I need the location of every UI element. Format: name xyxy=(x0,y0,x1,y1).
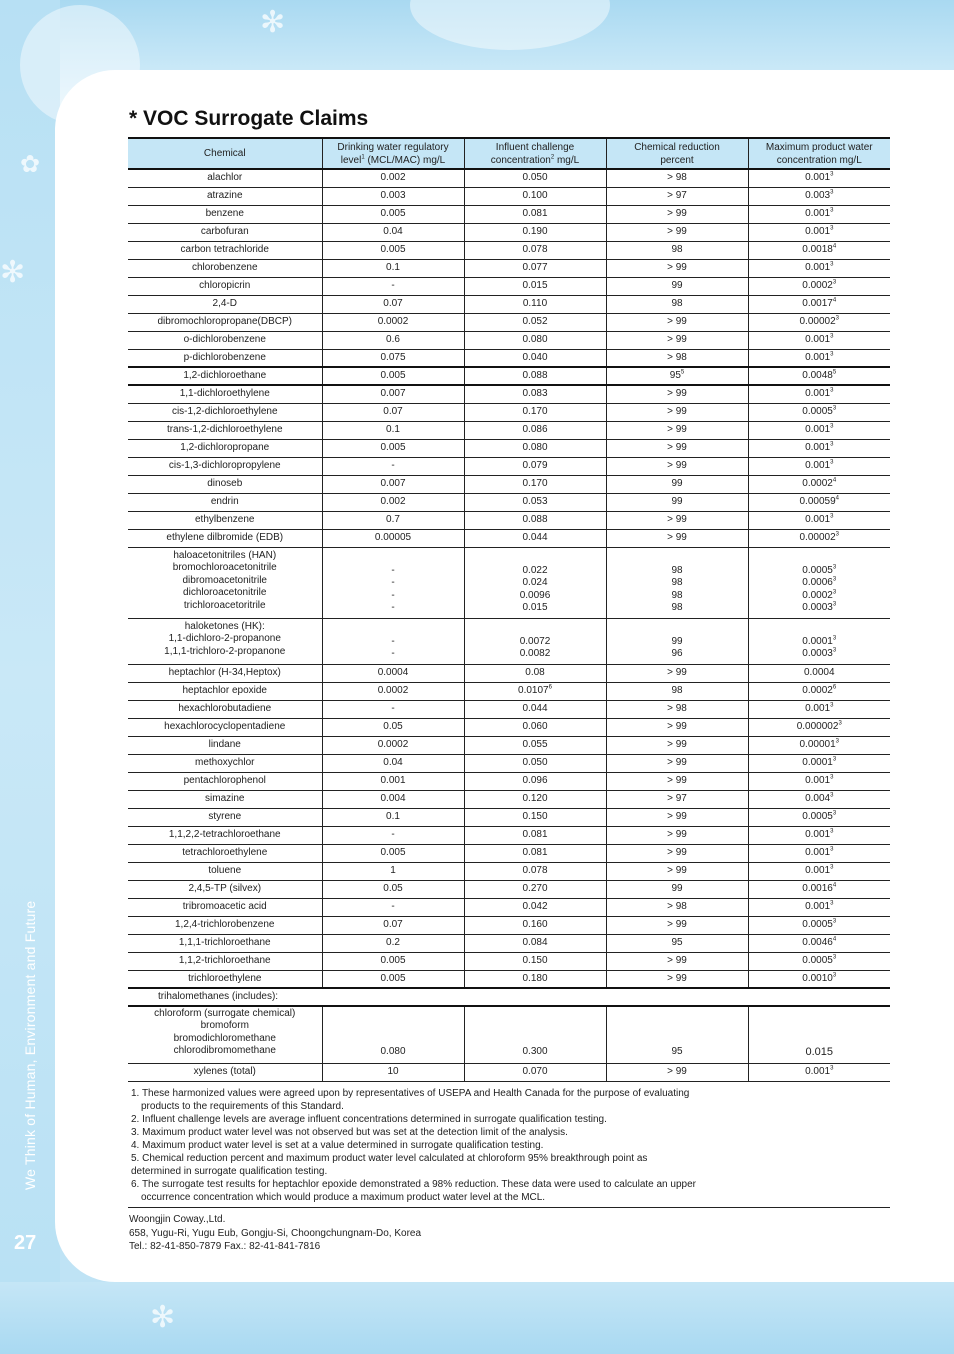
cell-max: 0.0018$^4$ xyxy=(748,241,890,259)
table-row xyxy=(128,664,890,682)
footnote-line: 4. Maximum product water level is set at a value determined in surrogate qualification testing. xyxy=(131,1140,544,1151)
flower-icon: ✻ xyxy=(260,6,286,39)
cell-mcl: 0.04 xyxy=(322,754,464,772)
cell-reduction: 99 xyxy=(606,277,748,295)
table-row xyxy=(128,439,890,457)
cell-chemical: 1,2,4-trichlorobenzene xyxy=(128,916,322,934)
page-title: * VOC Surrogate Claims xyxy=(129,107,369,130)
table-row-trihalomethanes-label xyxy=(128,988,890,1006)
cell-max: 0.0048$^5$ xyxy=(748,367,890,385)
table-row xyxy=(128,349,890,367)
cell-reduction: > 99 xyxy=(606,772,748,790)
cell-reduction: > 99 xyxy=(606,403,748,421)
cell-mcl: 0.005 xyxy=(322,241,464,259)
header-reduction: Chemical reduction percent xyxy=(606,138,748,169)
cell-max: 0.0005$^3$ xyxy=(748,952,890,970)
cell-max: 0.0017$^4$ xyxy=(748,295,890,313)
cell-chemical: p-dichlorobenzene xyxy=(128,349,322,367)
table-body-b xyxy=(128,664,890,988)
voc-claims-table xyxy=(128,137,890,1082)
cell-mcl: 0.005 xyxy=(322,952,464,970)
table-row xyxy=(128,772,890,790)
cell-mcl: 0.003 xyxy=(322,187,464,205)
table-row xyxy=(128,241,890,259)
cell-influent: 0.015 xyxy=(464,277,606,295)
cell-reduction: > 98 xyxy=(606,898,748,916)
cell-reduction: > 99 xyxy=(606,1063,748,1081)
cell-mcl: 0.001 xyxy=(322,772,464,790)
cell-chemical: lindane xyxy=(128,736,322,754)
cell-influent: 0.060 xyxy=(464,718,606,736)
cell-mcl: 0.2 xyxy=(322,934,464,952)
table-row xyxy=(128,682,890,700)
cell-mcl: 0.005 xyxy=(322,367,464,385)
flower-icon: ✿ xyxy=(20,151,41,178)
cell-chemical-group: haloacetonitriles (HAN) bromochloroacetonitrile dibromoacetonitrile dichloroacetonitrile trichloroacetoritrile xyxy=(128,547,322,618)
header-max-product: Maximum product water concentration mg/L xyxy=(748,138,890,169)
cell-reduction: > 99 xyxy=(606,421,748,439)
cell-chemical: tribromoacetic acid xyxy=(128,898,322,916)
cell-max: 0.015 xyxy=(748,1006,890,1063)
cell-reduction: $95^5$ xyxy=(606,367,748,385)
cell-max: 0.001$^3$ xyxy=(748,331,890,349)
cell-max: 0.0016$^4$ xyxy=(748,880,890,898)
table-row xyxy=(128,826,890,844)
cell-mcl: 0.0002 xyxy=(322,682,464,700)
cell-influent: 0.110 xyxy=(464,295,606,313)
cell-mcl: 0.1 xyxy=(322,259,464,277)
cell-chemical: chlorobenzene xyxy=(128,259,322,277)
cell-influent: 0.270 xyxy=(464,880,606,898)
table-row xyxy=(128,421,890,439)
table-row xyxy=(128,187,890,205)
company-phone: Tel.: 82-41-850-7879 Fax.: 82-41-841-7816 xyxy=(129,1241,321,1252)
cell-reduction: > 99 xyxy=(606,385,748,403)
cell-chemical: ethylbenzene xyxy=(128,511,322,529)
cell-influent: 0.050 xyxy=(464,169,606,187)
cell-max: 0.0002$^6$ xyxy=(748,682,890,700)
cell-influent: 0.081 xyxy=(464,844,606,862)
cell-influent: 0.100 xyxy=(464,187,606,205)
cell-reduction: > 99 xyxy=(606,844,748,862)
cell-reduction: > 98 xyxy=(606,700,748,718)
cell-chemical-group: haloketones (HK): 1,1-dichloro-2-propanone 1,1,1-trichloro-2-propanone xyxy=(128,618,322,664)
table-row xyxy=(128,403,890,421)
table-row xyxy=(128,934,890,952)
cell-mcl: - xyxy=(322,700,464,718)
cell-chemical: o-dichlorobenzene xyxy=(128,331,322,349)
header-chemical: Chemical xyxy=(128,138,322,169)
cell-mcl: 0.07 xyxy=(322,916,464,934)
footnote-line: determined in surrogate qualification testing. xyxy=(131,1166,328,1177)
cell-max: 0.001$^3$ xyxy=(748,511,890,529)
cell-chemical: endrin xyxy=(128,493,322,511)
table-row xyxy=(128,916,890,934)
cell-mcl: 0.0002 xyxy=(322,736,464,754)
cell-influent: 0.096 xyxy=(464,772,606,790)
table-row xyxy=(128,880,890,898)
cell-influent: 0.078 xyxy=(464,862,606,880)
cell-max: 0.001$^3$ xyxy=(748,421,890,439)
table-row xyxy=(128,952,890,970)
cell-max: 0.001$^3$ xyxy=(748,826,890,844)
company-address: 658, Yugu-Ri, Yugu Eub, Gongju-Si, Choongchungnam-Do, Korea xyxy=(129,1227,422,1239)
cell-chemical: pentachlorophenol xyxy=(128,772,322,790)
cell-chemical: heptachlor (H-34,Heptox) xyxy=(128,664,322,682)
cell-reduction: 95 xyxy=(606,1006,748,1063)
cell-chemical: tetrachloroethylene xyxy=(128,844,322,862)
cell-chemical: carbon tetrachloride xyxy=(128,241,322,259)
cell-max: 0.001$^3$ xyxy=(748,259,890,277)
cell-influent: 0.055 xyxy=(464,736,606,754)
cell-max: 0.001$^3$ xyxy=(748,898,890,916)
table-row xyxy=(128,754,890,772)
cell-mcl: 0.04 xyxy=(322,223,464,241)
cell-reduction: 98 xyxy=(606,295,748,313)
cell-mcl: 0.05 xyxy=(322,718,464,736)
cell-influent: 0.052 xyxy=(464,313,606,331)
cell-influent-group: 0.0072 0.0082 xyxy=(464,618,606,664)
table-row-hk xyxy=(128,618,890,664)
cell-reduction: 95 xyxy=(606,934,748,952)
footer-decoration xyxy=(0,1282,954,1354)
cell-chemical: 1,1-dichloroethylene xyxy=(128,385,322,403)
cell-influent: 0.160 xyxy=(464,916,606,934)
table-header-row xyxy=(128,138,890,169)
cell-max: 0.001$^3$ xyxy=(748,385,890,403)
cell-mcl: 0.00005 xyxy=(322,529,464,547)
cell-influent: 0.180 xyxy=(464,970,606,988)
cell-max: 0.001$^3$ xyxy=(748,205,890,223)
cell-max: 0.001$^3$ xyxy=(748,457,890,475)
cell-reduction: > 99 xyxy=(606,736,748,754)
cell-reduction: 98 xyxy=(606,682,748,700)
cell-reduction: > 99 xyxy=(606,205,748,223)
cell-influent: 0.08 xyxy=(464,664,606,682)
cell-chemical: 1,1,2-trichloroethane xyxy=(128,952,322,970)
cell-chemical: trichloroethylene xyxy=(128,970,322,988)
table-row xyxy=(128,1063,890,1081)
cell-reduction: > 99 xyxy=(606,970,748,988)
cell-chemical: cis-1,3-dichloropropylene xyxy=(128,457,322,475)
footnote-line: products to the requirements of this Standard. xyxy=(141,1101,344,1112)
cell-max: 0.001$^3$ xyxy=(748,1063,890,1081)
cell-reduction: > 98 xyxy=(606,169,748,187)
cell-mcl: 0.7 xyxy=(322,511,464,529)
cell-chemical: dibromochloropropane(DBCP) xyxy=(128,313,322,331)
cell-influent: 0.081 xyxy=(464,205,606,223)
cell-mcl: 0.0002 xyxy=(322,313,464,331)
cell-reduction: > 98 xyxy=(606,349,748,367)
cell-chemical: simazine xyxy=(128,790,322,808)
cell-influent: 0.042 xyxy=(464,898,606,916)
table-row xyxy=(128,970,890,988)
page-number: 27 xyxy=(14,1232,37,1254)
table-row xyxy=(128,277,890,295)
cell-max: 0.0046$^4$ xyxy=(748,934,890,952)
cell-trihalomethanes-label: trihalomethanes (includes): xyxy=(128,988,890,1006)
cell-mcl: 0.005 xyxy=(322,970,464,988)
table-row xyxy=(128,700,890,718)
cell-influent: 0.150 xyxy=(464,952,606,970)
cell-reduction: > 99 xyxy=(606,718,748,736)
cell-max: 0.0005$^3$ xyxy=(748,808,890,826)
table-row-thm xyxy=(128,1006,890,1063)
cell-mcl: 1 xyxy=(322,862,464,880)
cell-chemical: trans-1,2-dichloroethylene xyxy=(128,421,322,439)
cell-max: 0.0001$^3$ xyxy=(748,754,890,772)
cell-mcl: 0.004 xyxy=(322,790,464,808)
cell-influent: 0.080 xyxy=(464,439,606,457)
cell-chemical: hexachlorocyclopentadiene xyxy=(128,718,322,736)
cell-reduction: > 99 xyxy=(606,826,748,844)
cell-max: 0.001$^3$ xyxy=(748,223,890,241)
cell-mcl: 0.005 xyxy=(322,439,464,457)
cell-reduction: 99 xyxy=(606,880,748,898)
cell-influent: 0.044 xyxy=(464,700,606,718)
cell-reduction: > 99 xyxy=(606,511,748,529)
cell-mcl: 0.6 xyxy=(322,331,464,349)
cell-chemical: 1,2-dichloropropane xyxy=(128,439,322,457)
cell-mcl: 0.07 xyxy=(322,295,464,313)
divider xyxy=(128,1207,890,1208)
header-regulatory-level: Drinking water regulatory level$^1$ (MCL/MAC) mg/L xyxy=(322,138,464,169)
cell-max: 0.001$^3$ xyxy=(748,844,890,862)
cell-influent-group: 0.022 0.024 0.0096 0.015 xyxy=(464,547,606,618)
flower-icon: ✻ xyxy=(150,1301,176,1334)
cell-mcl-group: - - - - xyxy=(322,547,464,618)
cell-influent: 0.170 xyxy=(464,403,606,421)
cell-reduction: 99 xyxy=(606,493,748,511)
cell-chemical: chloropicrin xyxy=(128,277,322,295)
footnotes xyxy=(131,1087,891,1204)
cell-reduction: > 97 xyxy=(606,790,748,808)
table-row xyxy=(128,898,890,916)
cell-reduction: > 99 xyxy=(606,439,748,457)
cell-max: 0.001$^3$ xyxy=(748,439,890,457)
cell-reduction: > 99 xyxy=(606,457,748,475)
cell-chemical: methoxychlor xyxy=(128,754,322,772)
table-row xyxy=(128,205,890,223)
cell-mcl: 0.1 xyxy=(322,421,464,439)
cell-influent: 0.300 xyxy=(464,1006,606,1063)
cell-influent: 0.044 xyxy=(464,529,606,547)
table-row xyxy=(128,295,890,313)
table-row xyxy=(128,790,890,808)
cell-influent: 0.083 xyxy=(464,385,606,403)
table-row xyxy=(128,736,890,754)
cell-reduction: > 99 xyxy=(606,223,748,241)
cell-chemical: atrazine xyxy=(128,187,322,205)
cell-reduction-group: 98 98 98 98 xyxy=(606,547,748,618)
cell-influent: 0.150 xyxy=(464,808,606,826)
cell-max-group: 0.0001$^3$ 0.0003$^3$ xyxy=(748,618,890,664)
table-body-thm xyxy=(128,988,890,1081)
cell-chemical: 1,2-dichloroethane xyxy=(128,367,322,385)
cell-chemical: heptachlor epoxide xyxy=(128,682,322,700)
cell-influent: 0.080 xyxy=(464,331,606,349)
cell-reduction: > 99 xyxy=(606,259,748,277)
cell-influent: 0.084 xyxy=(464,934,606,952)
cell-chemical: hexachlorobutadiene xyxy=(128,700,322,718)
cell-mcl: - xyxy=(322,898,464,916)
cell-max: 0.003$^3$ xyxy=(748,187,890,205)
cell-max: 0.000002$^3$ xyxy=(748,718,890,736)
cell-mcl: 10 xyxy=(322,1063,464,1081)
header-influent: Influent challenge concentration$^2$ mg/L xyxy=(464,138,606,169)
footnote-line: 2. Influent challenge levels are average influent concentrations determined in surrogate qualification testing. xyxy=(131,1114,607,1125)
cell-reduction: > 99 xyxy=(606,862,748,880)
table-row xyxy=(128,844,890,862)
cell-mcl: 0.002 xyxy=(322,493,464,511)
cell-influent: 0.050 xyxy=(464,754,606,772)
footnote-line: 6. The surrogate test results for heptachlor epoxide demonstrated a 98% reduction. These data were used to calculate an upper xyxy=(131,1179,696,1190)
cell-mcl: 0.1 xyxy=(322,808,464,826)
cell-max: 0.001$^3$ xyxy=(748,169,890,187)
table-body-groups xyxy=(128,547,890,664)
cell-max: 0.001$^3$ xyxy=(748,862,890,880)
cell-reduction: > 99 xyxy=(606,952,748,970)
cell-chemical: 1,1,2,2-tetrachloroethane xyxy=(128,826,322,844)
table-row-han xyxy=(128,547,890,618)
cell-mcl-group: - - xyxy=(322,618,464,664)
table-row xyxy=(128,862,890,880)
cell-influent: 0.053 xyxy=(464,493,606,511)
cell-chemical: styrene xyxy=(128,808,322,826)
cell-chemical: alachlor xyxy=(128,169,322,187)
cell-max: 0.0010$^3$ xyxy=(748,970,890,988)
cell-chemical: benzene xyxy=(128,205,322,223)
cell-mcl: 0.0004 xyxy=(322,664,464,682)
footnote-line: 3. Maximum product water level was not observed but was set at the detection limit of the analysis. xyxy=(131,1127,568,1138)
table-row xyxy=(128,385,890,403)
cell-influent: 0.077 xyxy=(464,259,606,277)
cell-reduction: > 99 xyxy=(606,331,748,349)
cell-max: 0.0005$^3$ xyxy=(748,403,890,421)
cell-influent: 0.079 xyxy=(464,457,606,475)
table-body-a xyxy=(128,169,890,547)
table-row xyxy=(128,493,890,511)
cell-chemical: toluene xyxy=(128,862,322,880)
table-row xyxy=(128,331,890,349)
table-row xyxy=(128,367,890,385)
cell-max: 0.001$^3$ xyxy=(748,700,890,718)
cell-mcl: 0.07 xyxy=(322,403,464,421)
cell-influent: 0.088 xyxy=(464,511,606,529)
cell-mcl: 0.05 xyxy=(322,880,464,898)
cell-reduction: > 99 xyxy=(606,754,748,772)
cell-influent: 0.0107$^6$ xyxy=(464,682,606,700)
cell-max: 0.0002$^3$ xyxy=(748,277,890,295)
cell-reduction: > 99 xyxy=(606,313,748,331)
cell-max: 0.001$^3$ xyxy=(748,349,890,367)
cell-influent: 0.088 xyxy=(464,367,606,385)
cell-max: 0.00002$^3$ xyxy=(748,529,890,547)
cell-influent: 0.190 xyxy=(464,223,606,241)
cell-chemical: 2,4,5-TP (silvex) xyxy=(128,880,322,898)
cell-max: 0.00059$^4$ xyxy=(748,493,890,511)
cell-reduction: > 99 xyxy=(606,664,748,682)
table-row xyxy=(128,259,890,277)
cell-max: 0.0002$^4$ xyxy=(748,475,890,493)
cell-reduction: > 97 xyxy=(606,187,748,205)
cell-influent: 0.070 xyxy=(464,1063,606,1081)
cell-influent: 0.170 xyxy=(464,475,606,493)
table-row xyxy=(128,313,890,331)
cell-reduction: 98 xyxy=(606,241,748,259)
cell-influent: 0.120 xyxy=(464,790,606,808)
cell-chemical: xylenes (total) xyxy=(128,1063,322,1081)
cell-mcl: - xyxy=(322,457,464,475)
cell-mcl: - xyxy=(322,277,464,295)
footnote-line: occurrence concentration which would produce a maximum product water level at the MCL. xyxy=(141,1192,546,1203)
cell-max: 0.004$^3$ xyxy=(748,790,890,808)
cell-max: 0.00001$^3$ xyxy=(748,736,890,754)
table-row xyxy=(128,511,890,529)
cell-mcl: 0.002 xyxy=(322,169,464,187)
cell-max: 0.001$^3$ xyxy=(748,772,890,790)
footnote-line: 5. Chemical reduction percent and maximum product water level calculated at chloroform 95% breakthrough point as xyxy=(131,1153,648,1164)
cell-chemical: 1,1,1-trichloroethane xyxy=(128,934,322,952)
table-row xyxy=(128,529,890,547)
cell-chemical: 2,4-D xyxy=(128,295,322,313)
table-row xyxy=(128,223,890,241)
table-row xyxy=(128,475,890,493)
table-row xyxy=(128,169,890,187)
cell-reduction: > 99 xyxy=(606,529,748,547)
cell-mcl: - xyxy=(322,826,464,844)
cell-mcl: 0.075 xyxy=(322,349,464,367)
cell-mcl: 0.007 xyxy=(322,385,464,403)
flower-icon: ✻ xyxy=(0,256,26,289)
cell-chemical: cis-1,2-dichloroethylene xyxy=(128,403,322,421)
table-row xyxy=(128,808,890,826)
cell-chemical: dinoseb xyxy=(128,475,322,493)
footnote-line: 1. These harmonized values were agreed upon by representatives of USEPA and Health Canada for the purpose of evaluating xyxy=(131,1088,690,1099)
cell-max-group: 0.0005$^3$ 0.0006$^3$ 0.0002$^3$ 0.0003$^3$ xyxy=(748,547,890,618)
company-info xyxy=(129,1213,421,1254)
table-row xyxy=(128,457,890,475)
cell-influent: 0.078 xyxy=(464,241,606,259)
cell-chemical-group: chloroform (surrogate chemical) bromoform bromodichloromethane chlorodibromomethane xyxy=(128,1006,322,1063)
cell-mcl: 0.005 xyxy=(322,205,464,223)
cell-chemical: carbofuran xyxy=(128,223,322,241)
cell-influent: 0.040 xyxy=(464,349,606,367)
cell-reduction: > 99 xyxy=(606,808,748,826)
cell-mcl: 0.080 xyxy=(322,1006,464,1063)
cell-max: 0.0005$^3$ xyxy=(748,916,890,934)
cell-chemical: ethylene dilbromide (EDB) xyxy=(128,529,322,547)
cell-reduction: 99 xyxy=(606,475,748,493)
table-row xyxy=(128,718,890,736)
cell-influent: 0.081 xyxy=(464,826,606,844)
cell-mcl: 0.007 xyxy=(322,475,464,493)
side-slogan: We Think of Human, Environment and Future xyxy=(22,900,38,1190)
company-name: Woongjin Coway.,Ltd. xyxy=(129,1214,226,1225)
cell-max: 0.0004 xyxy=(748,664,890,682)
cell-mcl: 0.005 xyxy=(322,844,464,862)
cell-reduction: > 99 xyxy=(606,916,748,934)
cell-influent: 0.086 xyxy=(464,421,606,439)
cell-reduction-group: 99 96 xyxy=(606,618,748,664)
cell-max: 0.00002$^3$ xyxy=(748,313,890,331)
